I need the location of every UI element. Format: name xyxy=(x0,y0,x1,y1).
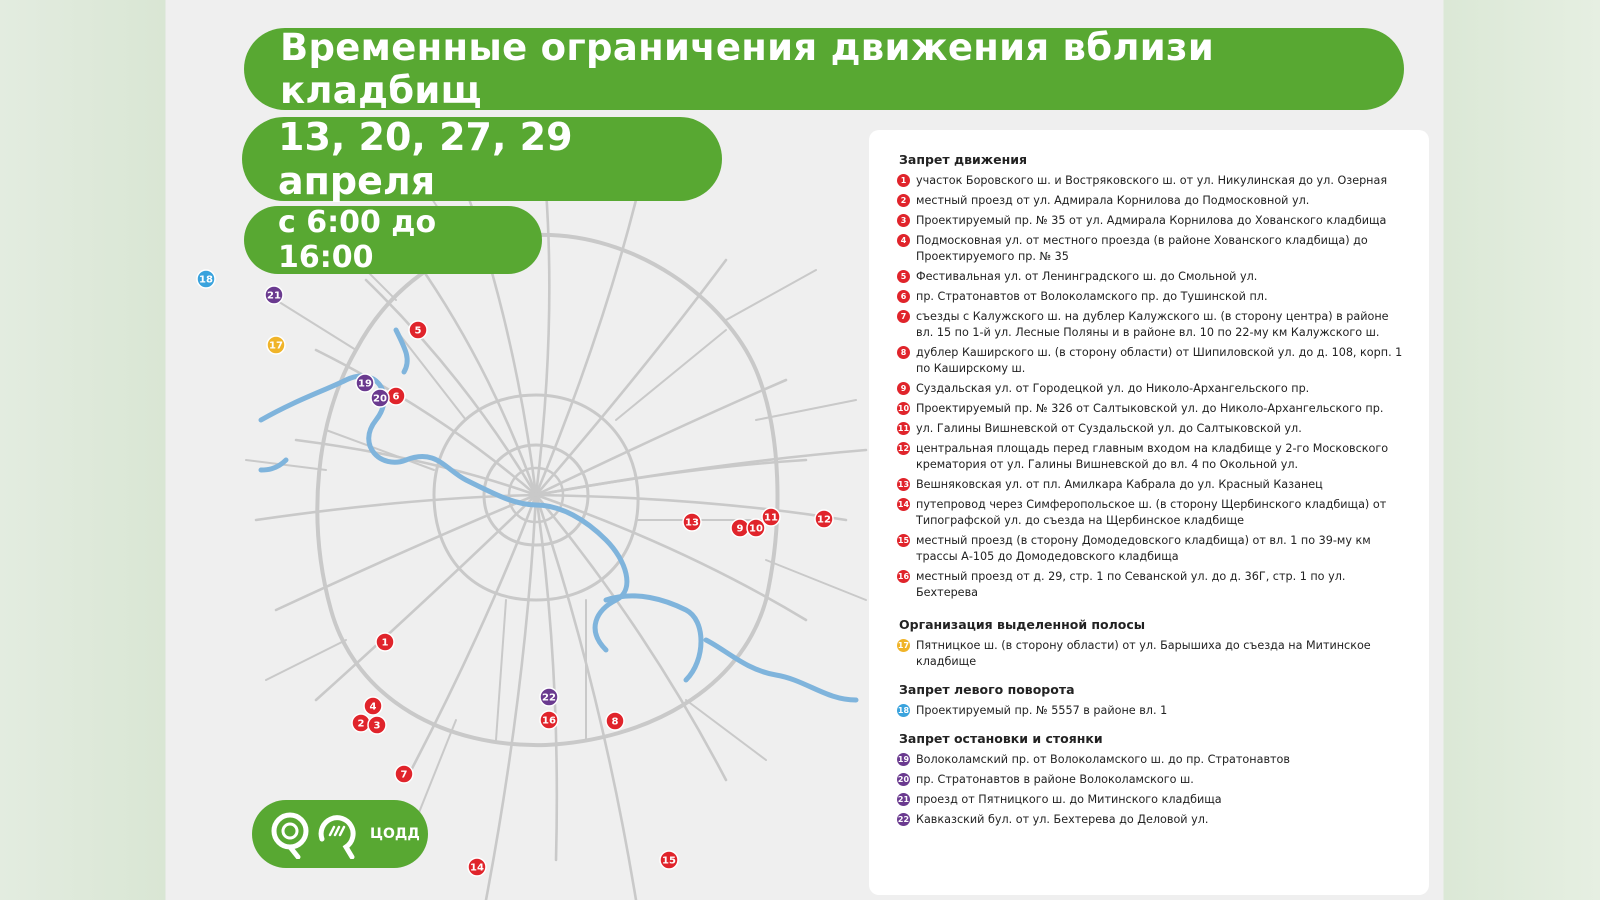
legend-item xyxy=(897,381,1409,397)
map-marker-label: 5 xyxy=(414,325,422,337)
map-marker-label: 1 xyxy=(381,637,389,649)
legend-item xyxy=(897,401,1409,417)
legend-item-text: путепровод через Симферопольское ш. (в сторону Щербинского кладбища) от Типографской ул. до съезда на Щербинское кладбище xyxy=(916,498,1387,527)
map-marker-label: 18 xyxy=(199,274,213,286)
map-marker-14 xyxy=(468,858,486,876)
road-line xyxy=(726,270,816,320)
road-line xyxy=(316,495,536,700)
legend-item xyxy=(897,752,1409,768)
legend-item xyxy=(897,792,1409,808)
road-line xyxy=(536,200,636,495)
legend-item-text: местный проезд (в сторону Домодедовского кладбища) от вл. 1 по 39-му км трассы А-105 до Домодедовского кладбища xyxy=(916,534,1371,563)
map-marker-label: 13 xyxy=(685,517,699,529)
map-marker-1 xyxy=(376,633,394,651)
road-line xyxy=(266,640,346,680)
map-marker-label: 4 xyxy=(369,701,377,713)
legend-item xyxy=(897,638,1409,670)
road-line xyxy=(296,440,536,495)
legend-item xyxy=(897,497,1409,529)
legend-item xyxy=(897,289,1409,305)
map-marker-12 xyxy=(815,510,833,528)
map-marker-label: 8 xyxy=(611,716,619,728)
legend-item xyxy=(897,703,1409,719)
legend-item-text: ул. Галины Вишневской от Суздальской ул. до Салтыковской ул. xyxy=(916,422,1302,435)
map-marker-19 xyxy=(356,374,374,392)
legend-number-badge: 12 xyxy=(897,442,910,455)
legend-number-badge: 8 xyxy=(897,346,910,359)
legend-panel xyxy=(869,130,1429,895)
map-marker-21 xyxy=(265,286,283,304)
road-line xyxy=(766,560,866,600)
map-marker-16 xyxy=(540,711,558,729)
road-network xyxy=(246,190,866,900)
map-marker-label: 12 xyxy=(817,514,831,526)
page-title: Временные ограничения движения вблизи кладбищ xyxy=(244,28,1404,110)
map-marker-label: 20 xyxy=(373,393,387,405)
legend-heading: Запрет левого поворота xyxy=(899,682,1075,697)
map-marker-label: 14 xyxy=(470,862,484,874)
legend-item-text: местный проезд от д. 29, стр. 1 по Севанской ул. до д. 36Г, стр. 1 по ул. Бехтерева xyxy=(916,570,1346,599)
poster xyxy=(166,0,1443,900)
legend-item-text: Подмосковная ул. от местного проезда (в районе Хованского кладбища) до Проектируемого пр. № 35 xyxy=(916,234,1368,263)
legend-item xyxy=(897,533,1409,565)
map-marker-label: 11 xyxy=(764,512,778,524)
legend-item-text: съезды с Калужского ш. на дублер Калужского ш. (в сторону центра) в районе вл. 15 по 1-й ул. Лесные Поляны и в районе вл. 10 по 22-му км Калужского ш. xyxy=(916,310,1389,339)
road-line xyxy=(396,330,466,420)
legend-number-badge: 10 xyxy=(897,402,910,415)
legend-number-badge: 14 xyxy=(897,498,910,511)
map-marker-label: 17 xyxy=(269,340,283,352)
tsodd-logo xyxy=(252,800,428,868)
legend-number-badge: 16 xyxy=(897,570,910,583)
legend-item xyxy=(897,213,1409,229)
legend-item-text: дублер Каширского ш. (в сторону области) от Шипиловской ул. до д. 108, корп. 1 по Каширскому ш. xyxy=(916,346,1403,375)
legend-item-text: Проектируемый пр. № 35 от ул. Адмирала Корнилова до Хованского кладбища xyxy=(916,214,1387,227)
dates-badge: 13, 20, 27, 29 апреля xyxy=(242,117,722,201)
legend-section xyxy=(897,682,1409,719)
road-line xyxy=(276,300,356,350)
map-marker-label: 22 xyxy=(542,692,556,704)
legend-item-text: местный проезд от ул. Адмирала Корнилова до Подмосковной ул. xyxy=(916,194,1310,207)
legend-item xyxy=(897,477,1409,493)
legend-heading: Запрет движения xyxy=(899,152,1028,167)
map-marker-2 xyxy=(352,714,370,732)
legend-number-badge: 3 xyxy=(897,214,910,227)
tsodd-logo-icon xyxy=(268,809,364,859)
river-line xyxy=(396,330,407,372)
legend-item-text: Суздальская ул. от Городецкой ул. до Николо-Архангельского пр. xyxy=(916,382,1310,395)
legend-item-text: участок Боровского ш. и Востряковского ш. от ул. Никулинская до ул. Озерная xyxy=(916,174,1388,187)
time-badge: с 6:00 до 16:00 xyxy=(244,206,542,274)
road-line xyxy=(756,400,856,420)
legend-number-badge: 20 xyxy=(897,773,910,786)
road-line xyxy=(326,430,434,470)
legend-item xyxy=(897,812,1409,828)
legend-number-badge: 18 xyxy=(897,704,910,717)
map-marker-15 xyxy=(660,851,678,869)
road-line xyxy=(416,720,456,820)
legend-item-text: Проектируемый пр. № 326 от Салтыковской ул. до Николо-Архангельского пр. xyxy=(916,402,1384,415)
map-marker-label: 2 xyxy=(357,718,365,730)
legend-item-text: пр. Стратонавтов в районе Волоколамского ш. xyxy=(916,773,1194,786)
legend-number-badge: 19 xyxy=(897,753,910,766)
map-marker-label: 15 xyxy=(662,855,676,867)
legend-item xyxy=(897,772,1409,788)
map-marker-17 xyxy=(267,336,285,354)
map-marker-label: 16 xyxy=(542,715,556,727)
legend-item-text: пр. Стратонавтов от Волоколамского пр. до Тушинской пл. xyxy=(916,290,1268,303)
map-marker-11 xyxy=(762,508,780,526)
legend-item xyxy=(897,309,1409,341)
map-markers xyxy=(197,270,833,876)
logo-text: ЦОДД xyxy=(370,826,420,842)
legend-item-text: Вешняковская ул. от пл. Амилкара Кабрала до ул. Красный Казанец xyxy=(916,478,1323,491)
legend-item xyxy=(897,345,1409,377)
legend-section xyxy=(897,617,1409,670)
river-line xyxy=(606,596,701,680)
road-line xyxy=(496,600,506,740)
legend-item xyxy=(897,421,1409,437)
map-marker-3 xyxy=(368,716,386,734)
map-marker-22 xyxy=(540,688,558,706)
legend-heading: Запрет остановки и стоянки xyxy=(899,731,1103,746)
map-marker-label: 10 xyxy=(749,523,763,535)
legend-item xyxy=(897,441,1409,473)
map-marker-label: 21 xyxy=(267,290,281,302)
map-marker-18 xyxy=(197,270,215,288)
legend-section xyxy=(897,152,1409,601)
legend-number-badge: 9 xyxy=(897,382,910,395)
road-line xyxy=(616,330,726,420)
map-marker-label: 3 xyxy=(373,720,381,732)
legend-number-badge: 1 xyxy=(897,174,910,187)
legend-item-text: центральная площадь перед главным входом на кладбище у 2-го Московского крематория от ул. Галины Вишневской до вл. 4 по Окольной ул. xyxy=(916,442,1389,471)
road-line xyxy=(316,350,536,495)
legend-number-badge: 21 xyxy=(897,793,910,806)
legend-item xyxy=(897,269,1409,285)
legend-number-badge: 15 xyxy=(897,534,910,547)
legend-item-text: Волоколамский пр. от Волоколамского ш. до пр. Стратонавтов xyxy=(916,753,1290,766)
legend-number-badge: 2 xyxy=(897,194,910,207)
legend-number-badge: 22 xyxy=(897,813,910,826)
legend-number-badge: 4 xyxy=(897,234,910,247)
map-marker-20 xyxy=(371,389,389,407)
legend-heading: Организация выделенной полосы xyxy=(899,617,1146,632)
map-marker-label: 6 xyxy=(392,391,400,403)
legend-item-text: Кавказский бул. от ул. Бехтерева до Деловой ул. xyxy=(916,813,1209,826)
road-line xyxy=(256,495,536,520)
map-marker-8 xyxy=(606,712,624,730)
legend-item xyxy=(897,193,1409,209)
map-marker-5 xyxy=(409,321,427,339)
map-marker-13 xyxy=(683,513,701,531)
map-marker-10 xyxy=(747,519,765,537)
map-marker-6 xyxy=(387,387,405,405)
legend-number-badge: 7 xyxy=(897,310,910,323)
map-marker-label: 7 xyxy=(400,769,408,781)
legend-section xyxy=(897,731,1409,828)
legend-number-badge: 17 xyxy=(897,639,910,652)
map-marker-7 xyxy=(395,765,413,783)
map-marker-label: 19 xyxy=(358,378,372,390)
legend-number-badge: 13 xyxy=(897,478,910,491)
legend-number-badge: 6 xyxy=(897,290,910,303)
map-marker-4 xyxy=(364,697,382,715)
legend-item-text: Проектируемый пр. № 5557 в районе вл. 1 xyxy=(916,704,1168,717)
legend-number-badge: 11 xyxy=(897,422,910,435)
legend-item xyxy=(897,173,1409,189)
legend-item-text: проезд от Пятницкого ш. до Митинского кладбища xyxy=(916,793,1222,806)
legend-item-text: Фестивальная ул. от Ленинградского ш. до Смольной ул. xyxy=(916,270,1258,283)
legend-number-badge: 5 xyxy=(897,270,910,283)
legend-item xyxy=(897,233,1409,265)
legend-item xyxy=(897,569,1409,601)
legend-item-text: Пятницкое ш. (в сторону области) от ул. Барышиха до съезда на Митинское кладбище xyxy=(916,639,1371,668)
map-marker-label: 9 xyxy=(736,523,744,535)
